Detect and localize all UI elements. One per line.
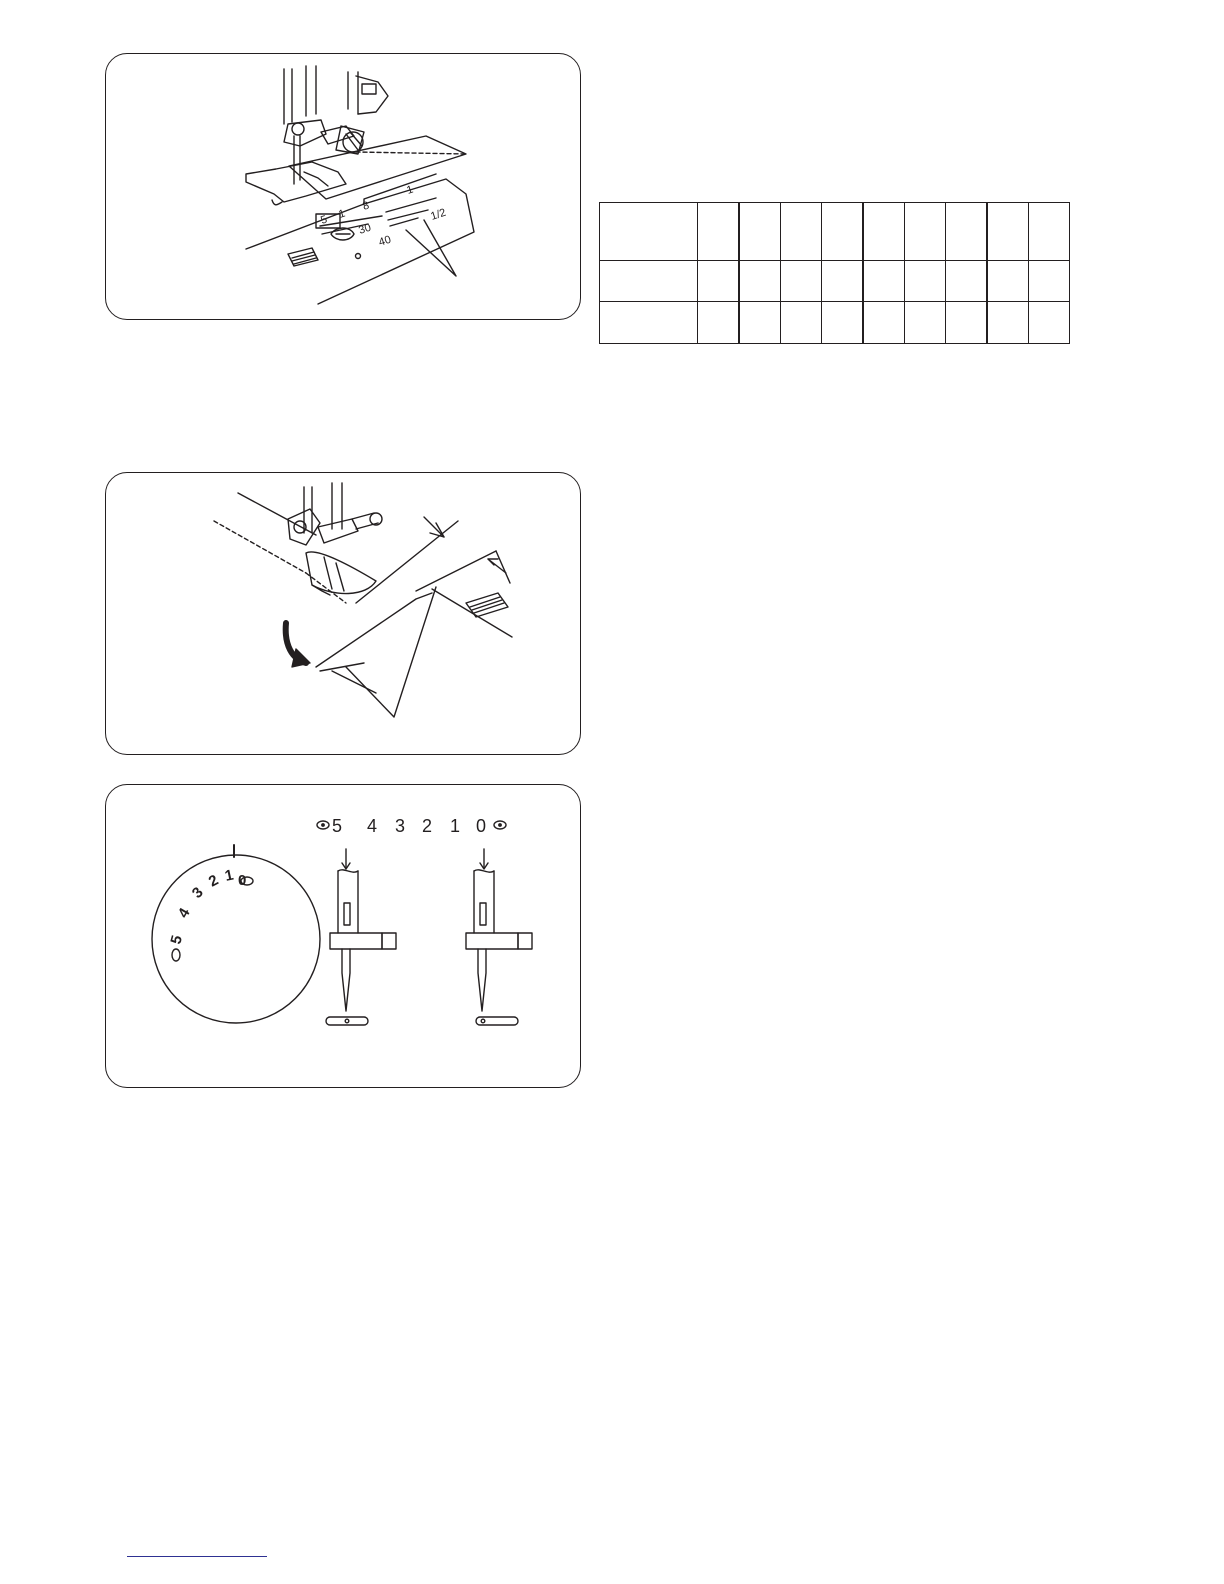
table-cell xyxy=(1029,302,1070,344)
table-row xyxy=(600,203,1070,261)
table-cell xyxy=(863,203,905,261)
dial-number-1: 1 xyxy=(223,866,235,885)
table-cell xyxy=(822,203,864,261)
table-cell xyxy=(1029,261,1070,302)
table-cell xyxy=(739,261,781,302)
table-cell xyxy=(987,261,1029,302)
table-row xyxy=(600,302,1070,344)
figure-turning-corner xyxy=(105,472,581,755)
table-cell xyxy=(863,302,905,344)
plate-mark-1-top: 1 xyxy=(405,183,415,197)
table-cell xyxy=(781,261,822,302)
table-row xyxy=(600,261,1070,302)
table-cell xyxy=(905,203,946,261)
dial-number-0: 0 xyxy=(238,872,247,889)
table-cell xyxy=(698,203,740,261)
plate-mark-40: 40 xyxy=(377,233,393,249)
dial-number-3: 3 xyxy=(188,883,207,902)
plate-mark-8: 8 xyxy=(361,199,371,213)
table-cell xyxy=(822,261,864,302)
table-cell xyxy=(946,203,988,261)
scale-label-3: 3 xyxy=(395,816,406,836)
seam-guide-table xyxy=(599,202,1070,344)
corner-turn-illustration xyxy=(106,473,580,754)
plate-mark-half: 1/2 xyxy=(429,206,448,223)
plate-mark-30: 30 xyxy=(357,221,373,237)
plate-mark-5: 5 xyxy=(319,213,329,227)
figure-needle-position-dial xyxy=(105,784,581,1088)
table-cell xyxy=(600,203,698,261)
table-cell xyxy=(1029,203,1070,261)
table-cell xyxy=(905,302,946,344)
needle-dial-illustration xyxy=(106,785,580,1087)
table-cell xyxy=(698,302,740,344)
footer-rule xyxy=(127,1556,267,1557)
table-cell xyxy=(863,261,905,302)
table-cell xyxy=(946,261,988,302)
table-cell xyxy=(822,302,864,344)
dial-number-2: 2 xyxy=(205,871,222,891)
plate-mark-1: 1 xyxy=(337,207,347,221)
table-cell xyxy=(698,261,740,302)
table-cell xyxy=(600,302,698,344)
table-cell xyxy=(946,302,988,344)
table-cell xyxy=(739,302,781,344)
table-cell xyxy=(600,261,698,302)
presser-foot-illustration xyxy=(106,54,580,319)
table-cell xyxy=(781,203,822,261)
dial-number-5: 5 xyxy=(167,933,187,947)
scale-label-2: 2 xyxy=(422,816,433,836)
scale-label-4: 4 xyxy=(367,816,378,836)
table-cell xyxy=(739,203,781,261)
table-cell xyxy=(987,302,1029,344)
scale-label-5: 5 xyxy=(332,816,343,836)
table-cell xyxy=(781,302,822,344)
scale-label-1: 1 xyxy=(450,816,461,836)
figure-presser-foot-seam-guide xyxy=(105,53,581,320)
dial-number-4: 4 xyxy=(174,905,194,921)
table-cell xyxy=(905,261,946,302)
table-cell xyxy=(987,203,1029,261)
scale-label-0: 0 xyxy=(476,816,487,836)
